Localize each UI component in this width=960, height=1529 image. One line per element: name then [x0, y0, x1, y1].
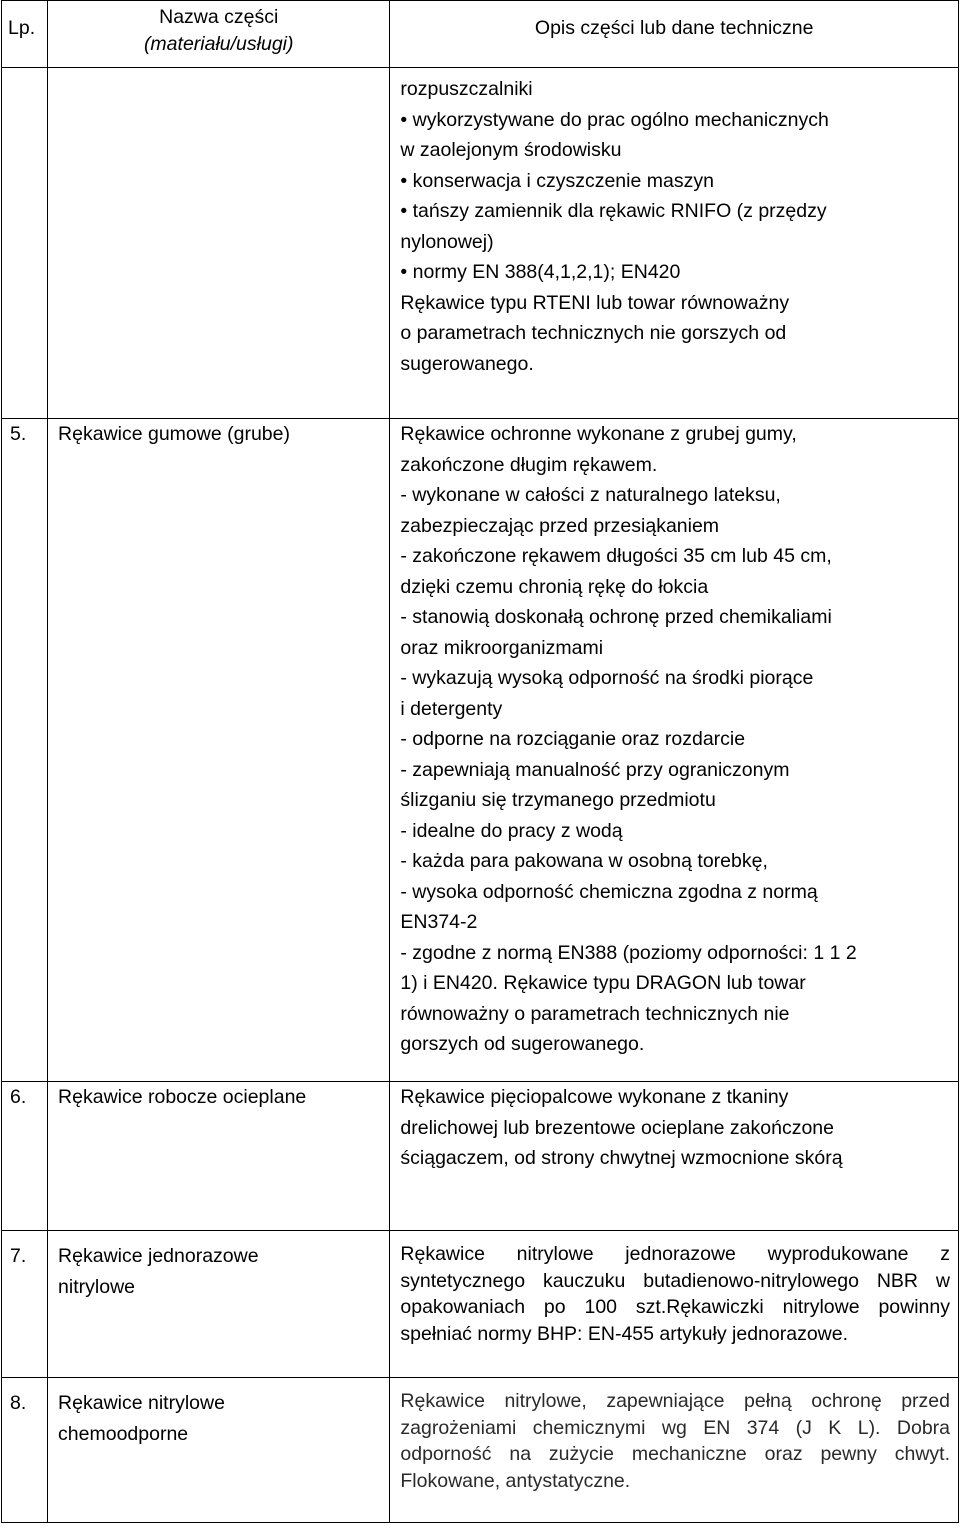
description-line: • normy EN 388(4,1,2,1); EN420	[400, 257, 950, 288]
row-name-line1: Rękawice jednorazowe	[58, 1245, 259, 1267]
description-line: Rękawice typu RTENI lub towar równoważny	[400, 291, 790, 314]
description-line: nylonowej)	[400, 230, 494, 253]
table-row	[2, 1231, 959, 1378]
row-description	[390, 419, 959, 1082]
row-name-line2: nitrylowe	[58, 1275, 135, 1298]
description-line: EN374-2	[400, 911, 478, 933]
description-line: - zakończone rękawem długości 35 cm lub 45 cm,	[400, 545, 832, 567]
row-name: Rękawice robocze ocieplane	[48, 1082, 390, 1231]
description-line: ściągaczem, od strony chwytnej wzmocnione skórą	[400, 1147, 843, 1169]
header-name-line2: (materiału/usługi)	[143, 33, 294, 55]
description-line: o parametrach technicznych nie gorszych od	[400, 322, 787, 344]
description-line: - zapewniają manualność przy ograniczonym	[400, 758, 790, 781]
row-lp: 7.	[2, 1231, 48, 1378]
table-row	[2, 1378, 959, 1523]
description-line: • tańszy zamiennik dla rękawic RNIFO (z przędzy	[400, 196, 950, 227]
row-lp: 5.	[2, 419, 48, 1082]
description-line: - zgodne z normą EN388 (poziomy odporności: 1 1 2	[400, 941, 857, 964]
description-line: dzięki czemu chronią rękę do łokcia	[400, 575, 709, 598]
description-line: oraz mikroorganizmami	[400, 636, 604, 659]
description-line: • wykorzystywane do prac ogólno mechanicznych	[400, 105, 950, 136]
description-line: - wykazują wysoką odporność na środki piorące	[400, 667, 814, 689]
row-description	[390, 1082, 959, 1231]
header-description: Opis części lub dane techniczne	[390, 1, 959, 68]
description-line: zakończone długim rękawem.	[400, 453, 658, 476]
row-lp	[2, 68, 48, 419]
row-name-line2: chemoodporne	[58, 1422, 189, 1445]
description-line: gorszych od sugerowanego.	[400, 1033, 645, 1055]
row-description	[390, 68, 959, 419]
parts-table	[1, 0, 959, 1523]
description-line: równoważny o parametrach technicznych nie	[400, 1002, 790, 1025]
description-line: - odporne na rozciąganie oraz rozdarcie	[400, 728, 746, 750]
row-name	[48, 1231, 390, 1378]
table-row	[2, 1082, 959, 1231]
header-name	[48, 1, 390, 68]
description-line: 1) i EN420. Rękawice typu DRAGON lub towar	[400, 972, 806, 994]
description-line: - stanowią doskonałą ochronę przed chemikaliami	[400, 606, 832, 628]
description-line: - idealne do pracy z wodą	[400, 819, 623, 842]
description-line: - wykonane w całości z naturalnego lateksu,	[400, 484, 781, 506]
description-line: - każda para pakowana w osobną torebkę,	[400, 850, 768, 872]
description-line: rozpuszczalniki	[400, 78, 533, 100]
row-name	[48, 68, 390, 419]
row-description: Rękawice nitrylowe jednorazowe wyprodukowane z syntetycznego kauczuku butadienowo-nitrylowego NBR w opakowaniach po 100 szt.Rękawiczki nitrylowe powinny spełniać normy BHP: EN-455 artykuły jednorazowe.	[390, 1231, 959, 1378]
table-header-row	[2, 1, 959, 68]
description-line: Rękawice ochronne wykonane z grubej gumy,	[400, 423, 797, 445]
description-line: • konserwacja i czyszczenie maszyn	[400, 166, 950, 197]
description-line: - wysoka odporność chemiczna zgodna z normą	[400, 880, 818, 903]
row-description: Rękawice nitrylowe, zapewniające pełną ochronę przed zagrożeniami chemicznymi wg EN 374 (J K L). Dobra odporność na zużycie mechaniczne oraz pewny chwyt. Flokowane, antystatyczne.	[390, 1378, 959, 1523]
header-name-line1: Nazwa części	[159, 6, 279, 28]
description-line: Rękawice pięciopalcowe wykonane z tkaniny	[400, 1086, 789, 1108]
description-line: sugerowanego.	[400, 352, 534, 375]
description-line: drelichowej lub brezentowe ocieplane zakończone	[400, 1116, 834, 1139]
description-line: w zaolejonym środowisku	[400, 139, 622, 161]
description-line: zabezpieczając przed przesiąkaniem	[400, 514, 720, 537]
row-name: Rękawice gumowe (grube)	[48, 419, 390, 1082]
table-row	[2, 419, 959, 1082]
description-line: ślizganiu się trzymanego przedmiotu	[400, 789, 716, 811]
description-line: i detergenty	[400, 697, 503, 720]
row-lp: 6.	[2, 1082, 48, 1231]
row-lp: 8.	[2, 1378, 48, 1523]
row-name-line1: Rękawice nitrylowe	[58, 1392, 225, 1414]
header-lp: Lp.	[2, 1, 48, 68]
table-row	[2, 68, 959, 419]
row-name	[48, 1378, 390, 1523]
